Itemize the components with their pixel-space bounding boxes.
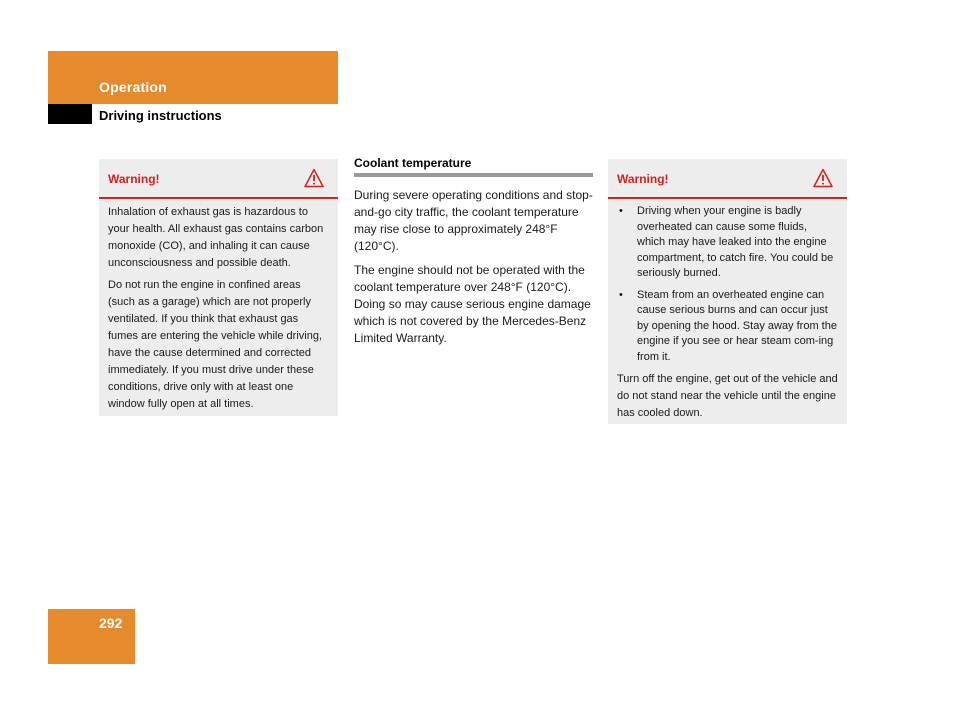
warning-header	[99, 159, 338, 199]
warning-label: Warning!	[617, 172, 669, 186]
subsection-title: Driving instructions	[99, 108, 222, 123]
exhaust-warning-box	[99, 159, 338, 416]
warning-body	[608, 199, 847, 422]
warning-body	[99, 199, 338, 413]
warning-paragraph: Turn off the engine, get out of the vehicle and do not stand near the vehicle until the engine has cooled down.	[617, 373, 838, 419]
section-tab-marker	[48, 104, 92, 124]
warning-triangle-icon	[304, 168, 324, 188]
warning-triangle-icon	[813, 168, 833, 188]
coolant-temperature-heading: Coolant temperature	[354, 156, 593, 177]
list-item	[617, 204, 838, 282]
coolant-temperature-section	[354, 156, 593, 354]
warning-paragraph: Inhalation of exhaust gas is hazardous to your health. All exhaust gas contains carbon monoxide (CO), and inhaling it can cause unconsciousness and possible death.	[108, 206, 324, 269]
section-title: Operation	[99, 79, 167, 95]
page-number: 292	[99, 615, 123, 631]
body-paragraph: During severe operating conditions and stop-and-go city traffic, the coolant temperature may rise close to approximately 248°F (120°C).	[354, 188, 593, 253]
bullet-glyph: •	[619, 288, 623, 301]
list-item-text: Driving when your engine is badly overheated can cause some fluids, which may have leaked into the engine compartment, to catch fire. You could be seriously burned.	[637, 205, 834, 279]
section-header-bar	[48, 51, 338, 104]
body-paragraph: The engine should not be operated with the coolant temperature over 248°F (120°C). Doing so may cause serious engine damage which is not covered by the Mercedes-Benz Limited Warranty.	[354, 263, 591, 345]
warning-header	[608, 159, 847, 199]
list-item-text: Steam from an overheated engine can cause serious burns and can occur just by opening the hood. Stay away from the engine if you see or hear steam com-ing from it.	[637, 288, 837, 363]
overheat-warning-box	[608, 159, 847, 424]
warning-label: Warning!	[108, 172, 160, 186]
warning-bullet-list	[617, 204, 838, 365]
bullet-glyph: •	[619, 205, 623, 217]
list-item	[617, 288, 838, 366]
warning-paragraph: Do not run the engine in confined areas (such as a garage) which are not properly ventilated. If you think that exhaust gas fumes are entering the vehicle while driving, have the cause determined and corrected immediately. If you must drive under these conditions, drive only with at least one window fully open at all times.	[108, 279, 323, 410]
